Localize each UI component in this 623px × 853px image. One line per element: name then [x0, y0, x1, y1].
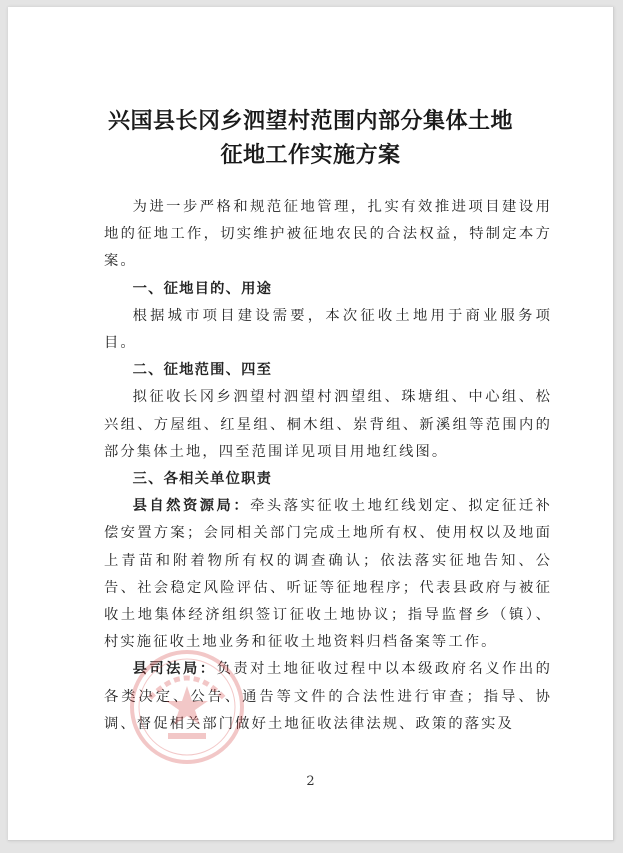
duty-lead-justice: 县司法局： [132, 661, 217, 678]
document-body [104, 194, 552, 738]
section-2-paragraph: 拟征收长冈乡泗望村泗望村泗望组、珠塘组、中心组、松兴组、方屋组、红星组、桐木组、岽背组、新溪组等范围内的部分集体土地，四至范围详见项目用地红线图。 [104, 389, 552, 460]
document-title-line-1: 兴国县长冈乡泗望村范围内部分集体土地 [107, 108, 513, 134]
document-title-line-2: 征地工作实施方案 [220, 142, 401, 168]
section-1-paragraph: 根据城市项目建设需要，本次征收土地用于商业服务项目。 [104, 307, 552, 352]
duty-text-natural-resources: 牵头落实征收土地红线划定、拟定征迁补偿安置方案；会同相关部门完成土地所有权、使用权以及地面上青苗和附着物所有权的调查确认；依法落实征地告知、公告、社会稳定风险评估、听证等征地程序；代表县政府与被征收土地集体经济组织签订征收土地协议；指导监督乡（镇）、村实施征收土地业务和征收土地资料归档备案等工作。 [104, 498, 552, 651]
document-page [8, 7, 614, 841]
duty-paragraph-justice [104, 656, 552, 738]
duty-text-justice: 负责对土地征收过程中以本级政府名义作出的各类决定、公告、通告等文件的合法性进行审查；指导、协调、督促相关部门做好土地征收法律法规、政策的落实及 [104, 661, 553, 732]
duty-paragraph-natural-resources [104, 493, 552, 656]
section-2-heading: 二、征地范围、四至 [132, 362, 273, 379]
intro-paragraph: 为进一步严格和规范征地管理，扎实有效推进项目建设用地的征地工作，切实维护被征地农民的合法权益，特制定本方案。 [104, 199, 552, 270]
duty-lead-natural-resources: 县自然资源局： [132, 498, 251, 515]
section-1-heading: 一、征地目的、用途 [132, 280, 273, 297]
section-3-heading: 三、各相关单位职责 [132, 471, 273, 488]
page-number: 2 [306, 774, 315, 789]
